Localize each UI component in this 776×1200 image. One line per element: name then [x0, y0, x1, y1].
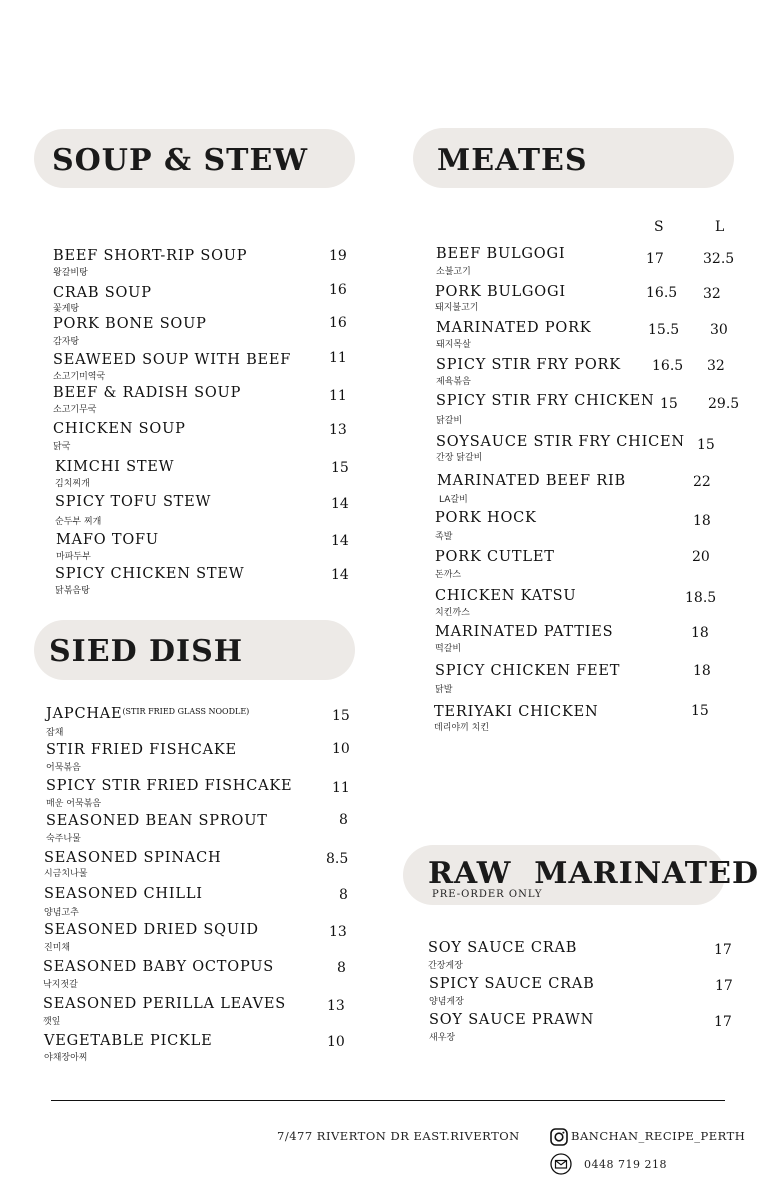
list-item: CHICKEN SOUP — [53, 421, 186, 437]
list-item-kr: 감자탕 — [53, 337, 80, 347]
soup-section-title: SOUP & STEW — [52, 143, 309, 178]
list-item-kr: 어묵볶음 — [46, 763, 81, 773]
list-item: BEEF SHORT-RIP SOUP — [53, 248, 248, 264]
message-icon[interactable] — [550, 1153, 572, 1175]
list-item: STIR FRIED FISHCAKE — [46, 742, 237, 758]
list-item-kr: 매운 어묵볶음 — [46, 799, 102, 809]
list-item: SEASONED SPINACH — [44, 850, 222, 866]
list-item-kr: 새우장 — [429, 1033, 456, 1043]
list-item-price: 11 — [329, 388, 347, 404]
list-item-kr: 데리야끼 치킨 — [434, 723, 490, 733]
list-item-price: 14 — [331, 567, 349, 583]
raw-section-title: RAW MARINATED — [428, 856, 760, 891]
list-item: SPICY STIR FRY PORK — [436, 357, 621, 373]
list-item: SOY SAUCE PRAWN — [429, 1012, 595, 1028]
list-item: SEASONED BABY OCTOPUS — [43, 959, 275, 975]
list-item-price: 22 — [693, 474, 711, 490]
list-item-price: 17 — [715, 978, 733, 994]
list-item: CHICKEN KATSU — [435, 588, 577, 604]
list-item: TERIYAKI CHICKEN — [434, 704, 599, 720]
list-item-kr: 진미채 — [44, 943, 71, 953]
meat-section-title: MEATES — [437, 143, 588, 178]
list-item-kr: 소고기무국 — [53, 405, 97, 415]
list-item-price-small: 15.5 — [648, 322, 680, 338]
list-item-price: 17 — [714, 1014, 732, 1030]
list-item: SEAWEED SOUP WITH BEEF — [53, 352, 292, 368]
list-item-price-large: 32 — [703, 286, 721, 302]
list-item: MARINATED BEEF RIB — [437, 473, 627, 489]
list-item-kr: 소불고기 — [436, 267, 471, 277]
list-item-kr: 돼지목살 — [436, 340, 471, 350]
list-item-price: 16 — [329, 282, 347, 298]
list-item-price: 11 — [329, 350, 347, 366]
list-item-price-small: 16.5 — [652, 358, 684, 374]
list-item-price: 18 — [693, 513, 711, 529]
list-item-price: 14 — [331, 496, 349, 512]
list-item-kr: 닭볶음탕 — [55, 586, 90, 596]
list-item: SOYSAUCE STIR FRY CHICEN — [436, 434, 685, 450]
list-item-kr: 시금치나물 — [44, 869, 88, 879]
list-item: MAFO TOFU — [56, 532, 159, 548]
list-item-kr: 순두부 찌개 — [55, 517, 102, 527]
list-item-kr: 마파두부 — [56, 552, 91, 562]
list-item-price: 15 — [691, 703, 709, 719]
list-item-kr: 깻잎 — [43, 1017, 61, 1027]
instagram-icon[interactable] — [550, 1128, 568, 1146]
list-item-kr: 닭갈비 — [436, 416, 463, 426]
list-item: SPICY CHICKEN STEW — [55, 566, 245, 582]
list-item: BEEF & RADISH SOUP — [53, 385, 242, 401]
list-item-price: 18 — [693, 663, 711, 679]
list-item-kr: 양념고추 — [44, 908, 79, 918]
side-section-title: SIED DISH — [49, 634, 244, 669]
list-item-kr: LA갈비 — [439, 495, 468, 505]
list-item-price: 10 — [327, 1034, 345, 1050]
list-item-price: 20 — [692, 549, 710, 565]
list-item-price-small: 17 — [646, 251, 664, 267]
list-item-price: 13 — [329, 924, 347, 940]
list-item-price: 15 — [331, 460, 349, 476]
list-item-price: 17 — [714, 942, 732, 958]
list-item: SPICY STIR FRIED FISHCAKE — [46, 778, 293, 794]
list-item-price: 18 — [691, 625, 709, 641]
list-item-price-large: 30 — [710, 322, 728, 338]
list-item-price: 13 — [329, 422, 347, 438]
list-item-kr: 떡갈비 — [435, 644, 462, 654]
footer-divider — [51, 1100, 725, 1101]
list-item-price: 8.5 — [326, 851, 349, 867]
list-item: SEASONED PERILLA LEAVES — [43, 996, 286, 1012]
list-item-price: 18.5 — [685, 590, 717, 606]
list-item-price: 8 — [337, 960, 346, 976]
list-item-kr: 소고기미역국 — [53, 372, 106, 382]
list-item-kr: 낙지젓갈 — [43, 980, 78, 990]
list-item-price: 8 — [339, 812, 348, 828]
list-item: PORK BULGOGI — [435, 284, 566, 300]
list-item: SPICY SAUCE CRAB — [429, 976, 595, 992]
list-item-price-large: 32.5 — [703, 251, 735, 267]
list-item: MARINATED PATTIES — [435, 624, 614, 640]
instagram-handle[interactable]: BANCHAN_RECIPE_PERTH — [571, 1129, 746, 1143]
list-item-price: 8 — [339, 887, 348, 903]
list-item-kr: 치킨까스 — [435, 608, 470, 618]
list-item-price-small: 15 — [660, 396, 678, 412]
list-item-kr: 야채장아찌 — [44, 1053, 88, 1063]
list-item: CRAB SOUP — [53, 285, 152, 301]
size-small-header: S — [654, 219, 664, 235]
list-item: MARINATED PORK — [436, 320, 592, 336]
list-item-price: 15 — [332, 708, 350, 724]
list-item — [46, 706, 249, 722]
list-item-price: 13 — [327, 998, 345, 1014]
list-item-kr: 잡채 — [46, 728, 64, 738]
list-item-kr: 돈까스 — [435, 570, 462, 580]
list-item: SEASONED BEAN SPROUT — [46, 813, 268, 829]
list-item: SEASONED CHILLI — [44, 886, 203, 902]
list-item: VEGETABLE PICKLE — [44, 1033, 213, 1049]
list-item: PORK HOCK — [435, 510, 537, 526]
list-item: SPICY STIR FRY CHICKEN — [436, 393, 655, 409]
list-item-kr: 돼지불고기 — [435, 303, 479, 313]
list-item-price-large: 32 — [707, 358, 725, 374]
list-item-kr: 김치찌개 — [55, 479, 90, 489]
list-item: SPICY TOFU STEW — [55, 494, 212, 510]
list-item: PORK CUTLET — [435, 549, 555, 565]
list-item-price-small: 16.5 — [646, 285, 678, 301]
list-item: PORK BONE SOUP — [53, 316, 207, 332]
phone-number[interactable]: 0448 719 218 — [584, 1158, 667, 1171]
list-item-price-large: 29.5 — [708, 396, 740, 412]
list-item-price: 16 — [329, 315, 347, 331]
address-text: 7/477 RIVERTON DR EAST.RIVERTON — [277, 1129, 520, 1143]
list-item: SOY SAUCE CRAB — [428, 940, 578, 956]
list-item-kr: 제육볶음 — [436, 377, 471, 387]
list-item: SPICY CHICKEN FEET — [435, 663, 621, 679]
list-item-name: JAPCHAE — [46, 706, 123, 722]
list-item-kr: 간장게장 — [428, 961, 463, 971]
list-item-kr: 족발 — [435, 532, 453, 542]
list-item-kr: 숙주나물 — [46, 834, 81, 844]
list-item-kr: 꽃게탕 — [53, 304, 80, 314]
list-item-price: 14 — [331, 533, 349, 549]
list-item: SEASONED DRIED SQUID — [44, 922, 259, 938]
list-item-price: 19 — [329, 248, 347, 264]
list-item-price: 11 — [332, 780, 350, 796]
list-item: BEEF BULGOGI — [436, 246, 566, 262]
list-item-note: (STIR FRIED GLASS NOODLE) — [122, 707, 250, 716]
list-item-kr: 닭국 — [53, 442, 71, 452]
size-large-header: L — [715, 219, 725, 235]
raw-section-subtitle: PRE-ORDER ONLY — [432, 889, 543, 900]
list-item-kr: 닭발 — [435, 685, 453, 695]
list-item-kr: 양념게장 — [429, 997, 464, 1007]
list-item-price: 10 — [332, 741, 350, 757]
list-item: KIMCHI STEW — [55, 459, 175, 475]
list-item-price: 15 — [697, 437, 715, 453]
list-item-kr: 왕갈비탕 — [53, 268, 88, 278]
list-item-kr: 간장 닭갈비 — [436, 453, 483, 463]
